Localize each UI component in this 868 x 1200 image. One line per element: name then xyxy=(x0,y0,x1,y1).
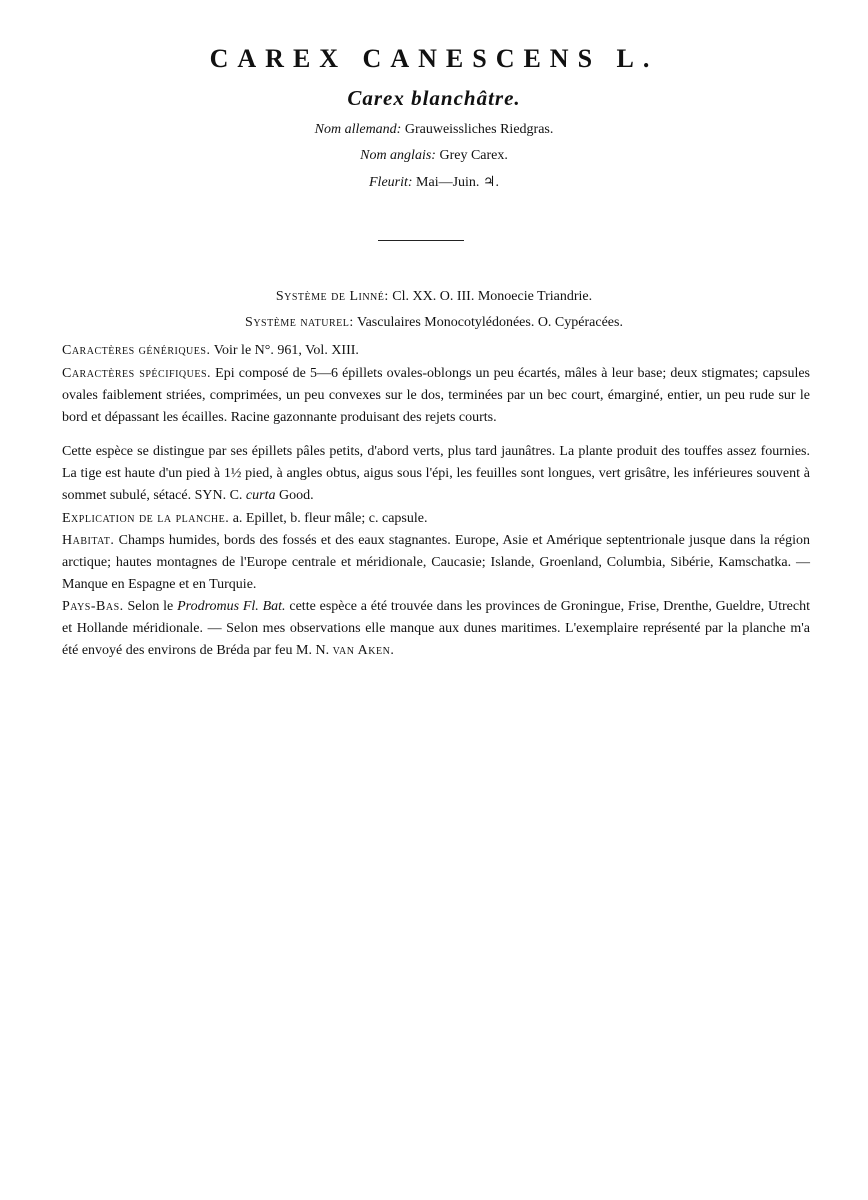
explanation-text: a. Epillet, b. fleur mâle; c. capsule. xyxy=(232,511,428,526)
distinction-paragraph xyxy=(62,441,810,507)
flowering-label: Fleurit: xyxy=(369,175,413,190)
explanation-label: Explication de la planche. xyxy=(62,511,230,526)
natural-system-label: Système naturel: xyxy=(245,315,354,330)
habitat-label: Habitat. xyxy=(62,533,115,548)
page-subtitle: Carex blanchâtre. xyxy=(347,86,521,110)
explanation-paragraph xyxy=(62,508,810,530)
natural-system-line xyxy=(0,315,868,331)
german-name-value: Grauweissliches Riedgras. xyxy=(404,122,554,137)
netherlands-label: Pays-Bas. xyxy=(62,599,124,614)
linne-system-label: Système de Linné: xyxy=(275,289,389,304)
specific-characters-label: Caractères spécifiques. xyxy=(62,366,212,381)
prodromus-italic: Prodromus Fl. Bat. xyxy=(177,599,286,614)
english-name-value: Grey Carex. xyxy=(439,148,508,163)
netherlands-paragraph xyxy=(62,596,810,662)
german-name-line xyxy=(0,122,868,138)
generic-characters-text: Voir le N°. 961, Vol. XIII. xyxy=(213,343,359,358)
linne-system-line xyxy=(0,289,868,305)
generic-characters-label: Caractères génériques. xyxy=(62,343,211,358)
synonym-author: Good. xyxy=(278,488,314,503)
netherlands-text-2: cette espèce a été trouvée dans les provinces de Groningue, Frise, Drenthe, Gueldre, Utrecht et Hollande méridionale. — Selon mes observations elle manque aux dunes maritimes. L'exemplaire représenté par la planche m'a été envoyé des environs de Bréda par feu M. N. xyxy=(62,599,810,658)
divider-rule xyxy=(378,240,464,241)
habitat-paragraph xyxy=(62,530,810,596)
collector-name: van Aken. xyxy=(332,643,395,658)
generic-characters-paragraph xyxy=(62,340,810,362)
netherlands-text-1: Selon le xyxy=(127,599,174,614)
page-title: CAREX CANESCENS L. xyxy=(209,44,659,73)
distinction-text: Cette espèce se distingue par ses épillets pâles petits, d'abord verts, plus tard jaunâtres. La plante produit des touffes assez fournies. La tige est haute d'un pied à 1½ pied, à angles obtus, aigus sous l'épi, les feuilles sont longues, vert grisâtre, les inférieures souvent à sommet subulé, sétacé. SYN. C. xyxy=(62,444,810,503)
specific-characters-paragraph xyxy=(62,363,810,429)
english-name-line xyxy=(0,148,868,164)
linne-system-value: Cl. XX. O. III. Monoecie Triandrie. xyxy=(392,289,593,304)
english-name-label: Nom anglais: xyxy=(360,148,436,163)
specific-characters-text: Epi composé de 5—6 épillets ovales-oblongs un peu écartés, mâles à leur base; deux stigmates; capsules ovales faiblement striées, comprimées, un peu convexes sur le dos, terminées par un bec court, émarginé, entier, un peu rude sur le bord et dépassant les écailles. Racine gazonnante produisant des rejets courts. xyxy=(62,366,810,425)
habitat-text: Champs humides, bords des fossés et des eaux stagnantes. Europe, Asie et Amérique septentrionale jusque dans la région arctique; hautes montagnes de l'Europe centrale et méridionale, Caucasie; Islande, Groenland, Columbia, Sibérie, Kamschatka. — Manque en Espagne et en Turquie. xyxy=(62,533,810,592)
flowering-line xyxy=(0,174,868,191)
german-name-label: Nom allemand: xyxy=(314,122,402,137)
flowering-value: Mai—Juin. ♃. xyxy=(416,175,499,190)
synonym-italic: curta xyxy=(245,488,276,503)
natural-system-value: Vasculaires Monocotylédonées. O. Cypéracées. xyxy=(357,315,623,330)
